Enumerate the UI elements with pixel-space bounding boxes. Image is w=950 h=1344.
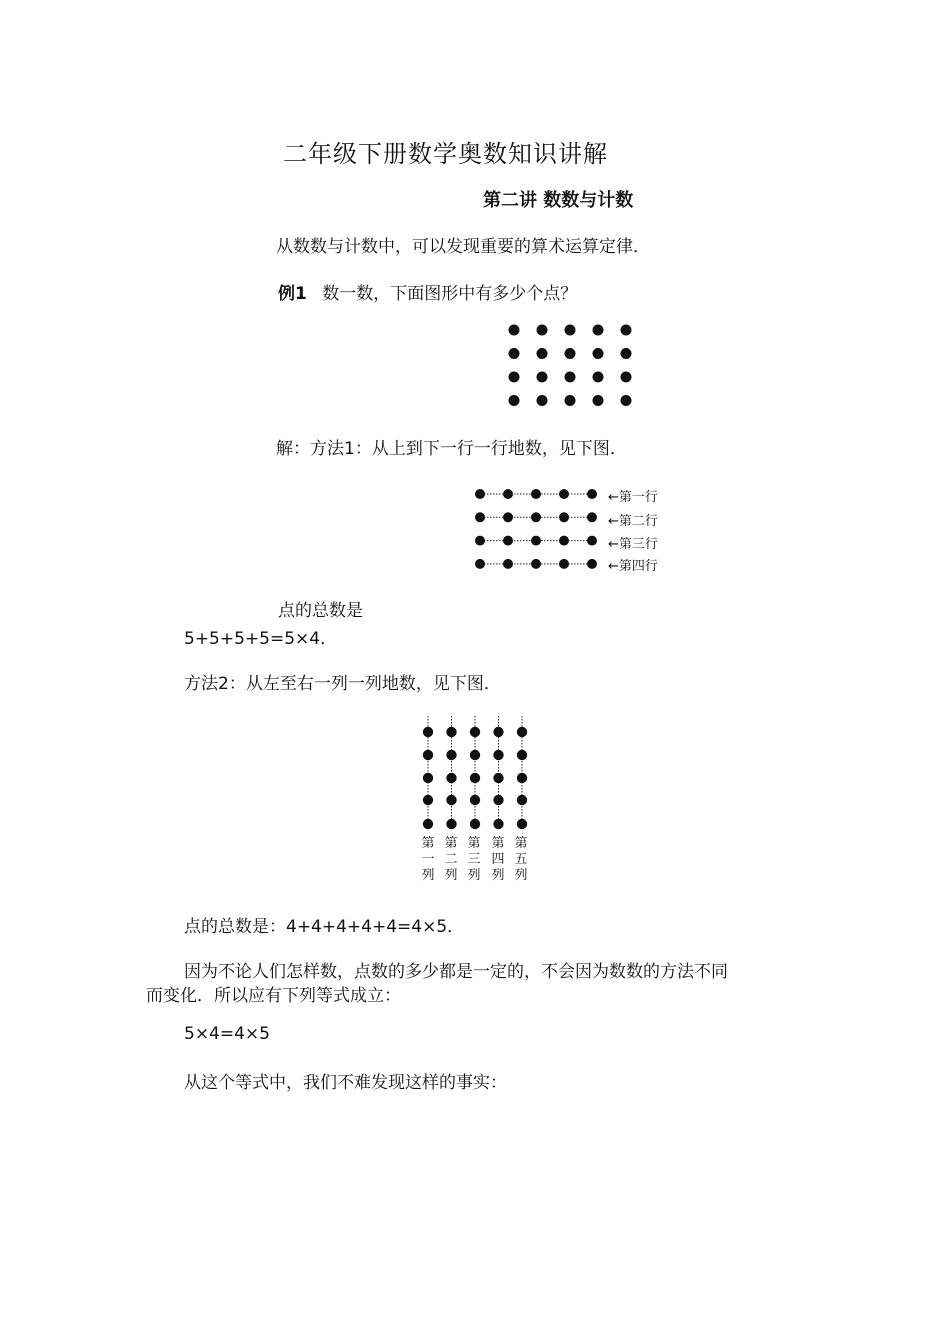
- page-title: 二年级下册数学奥数知识讲解: [283, 140, 608, 168]
- dot: [537, 372, 548, 383]
- dot: [503, 536, 513, 546]
- lecture-title: 第二讲 数数与计数: [483, 190, 634, 211]
- col-label-4: 第四列: [491, 836, 505, 883]
- dot: [470, 795, 480, 805]
- dot: [503, 489, 513, 499]
- dot: [565, 348, 576, 359]
- dot: [559, 512, 569, 522]
- col-label-5: 第五列: [514, 836, 528, 883]
- dot: [517, 727, 527, 737]
- dot: [593, 325, 604, 336]
- dot: [593, 395, 604, 406]
- dot: [493, 727, 503, 737]
- dot: [493, 819, 503, 829]
- dot: [537, 395, 548, 406]
- dot: [423, 795, 433, 805]
- dot: [503, 512, 513, 522]
- dot: [559, 536, 569, 546]
- dot: [537, 348, 548, 359]
- dot: [475, 559, 485, 569]
- equation-rows: 5+5+5+5=5×4．: [184, 629, 338, 649]
- example-1: [278, 279, 577, 304]
- dot: [423, 727, 433, 737]
- dot: [493, 750, 503, 760]
- example-question: 数一数，下面图形中有多少个点？: [322, 284, 578, 304]
- dot: [517, 750, 527, 760]
- dot: [470, 819, 480, 829]
- dot: [621, 325, 632, 336]
- column-count-figure: [414, 714, 538, 834]
- dot: [559, 489, 569, 499]
- dot: [531, 489, 541, 499]
- dot: [446, 773, 456, 783]
- dot: [475, 512, 485, 522]
- dot: [593, 348, 604, 359]
- example-label: 例1: [278, 284, 307, 304]
- dot: [621, 395, 632, 406]
- dot: [565, 325, 576, 336]
- dot: [446, 750, 456, 760]
- dot: [493, 795, 503, 805]
- dot: [587, 559, 597, 569]
- solution-method-1: 解：方法1：从上到下一行一行地数，见下图．: [276, 439, 627, 459]
- dot: [621, 372, 632, 383]
- equation-commutative: 5×4=4×5: [184, 1024, 270, 1044]
- dot: [423, 750, 433, 760]
- dot: [475, 536, 485, 546]
- dot-grid: [500, 318, 640, 414]
- dot: [503, 559, 513, 569]
- dot: [587, 489, 597, 499]
- dot: [531, 559, 541, 569]
- dot: [517, 795, 527, 805]
- dot: [565, 372, 576, 383]
- col-label-3: 第三列: [467, 836, 481, 883]
- dot: [423, 819, 433, 829]
- dot: [446, 795, 456, 805]
- row-label-1: ←第一行: [608, 490, 658, 505]
- dot: [517, 773, 527, 783]
- dot: [593, 372, 604, 383]
- col-label-2: 第二列: [444, 836, 458, 883]
- dot: [470, 750, 480, 760]
- row-count-figure: [470, 482, 605, 574]
- intro-text: 从数数与计数中，可以发现重要的算术运算定律．: [276, 237, 650, 257]
- reasoning-line-1: 因为不论人们怎样数，点数的多少都是一定的，不会因为数数的方法不同: [184, 962, 728, 982]
- dot: [587, 536, 597, 546]
- column-dot-grid: [414, 714, 538, 834]
- dot: [446, 819, 456, 829]
- dot: [509, 372, 520, 383]
- conclusion-text: 从这个等式中，我们不难发现这样的事实：: [184, 1073, 507, 1093]
- dot: [531, 512, 541, 522]
- dot: [537, 325, 548, 336]
- reasoning-line-2: 而变化．所以应有下列等式成立：: [146, 986, 401, 1006]
- dot-grid-figure: [500, 318, 640, 414]
- solution-method-2: 方法2：从左至右一列一列地数，见下图．: [184, 674, 501, 694]
- row-label-2: ←第二行: [608, 514, 658, 529]
- dot: [509, 348, 520, 359]
- dot: [470, 727, 480, 737]
- dot: [587, 512, 597, 522]
- row-label-4: ←第四行: [608, 559, 658, 574]
- cut-off-text: 点的总数是: [278, 601, 363, 621]
- dot: [559, 559, 569, 569]
- row-dot-grid: [470, 482, 605, 574]
- dot: [621, 348, 632, 359]
- dot: [509, 395, 520, 406]
- dot: [446, 727, 456, 737]
- dot: [475, 489, 485, 499]
- total-columns: 点的总数是：4+4+4+4+4=4×5．: [184, 917, 465, 937]
- dot: [531, 536, 541, 546]
- row-label-3: ←第三行: [608, 537, 658, 552]
- dot: [470, 773, 480, 783]
- dot: [565, 395, 576, 406]
- dot: [423, 773, 433, 783]
- dot: [493, 773, 503, 783]
- col-label-1: 第一列: [421, 836, 435, 883]
- dot: [509, 325, 520, 336]
- dot: [517, 819, 527, 829]
